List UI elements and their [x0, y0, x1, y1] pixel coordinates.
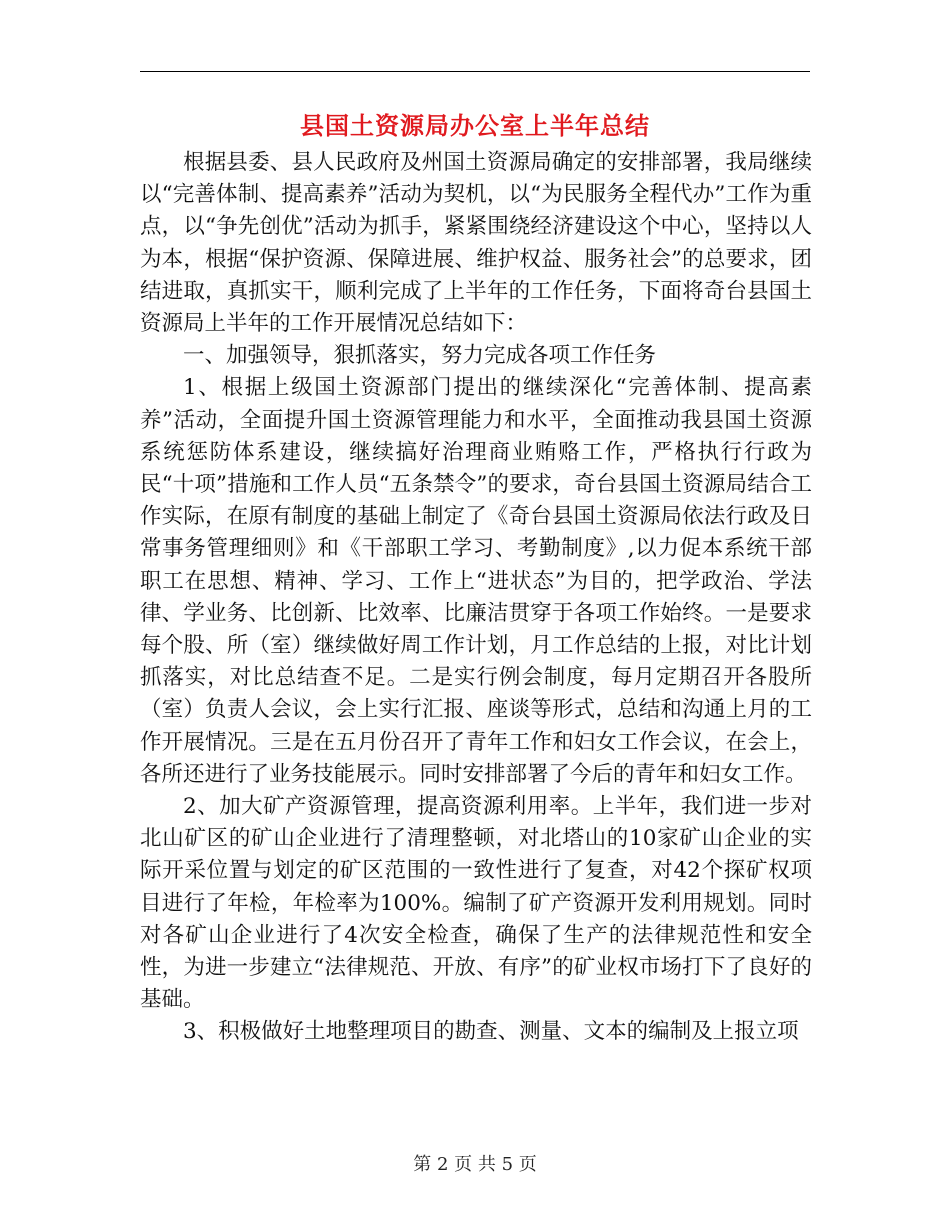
paragraph-intro: 根据县委、县人民政府及州国土资源局确定的安排部署，我局继续以“完善体制、提高素养”活动为契机，以“为民服务全程代办”工作为重点，以“争先创优”活动为抓手，紧紧围绕经济建设这个中心，坚持以人为本，根据“保护资源、保障进展、维护权益、服务社会”的总要求，团结进取，真抓实干，顺利完成了上半年的工作任务，下面将奇台县国土资源局上半年的工作开展情况总结如下：: [140, 150, 812, 337]
document-title: 县国土资源局办公室上半年总结: [300, 112, 650, 140]
paragraph-item-3: 3、积极做好土地整理项目的勘查、测量、文本的编制及上报立项: [183, 1019, 799, 1045]
header-rule: [140, 71, 810, 72]
document-body: [140, 147, 812, 1049]
paragraph-item-2: 2、加大矿产资源管理，提高资源利用率。上半年，我们进一步对北山矿区的矿山企业进行了清理整顿，对北塔山的10家矿山企业的实际开采位置与划定的矿区范围的一致性进行了复查，对42个探矿权项目进行了年检，年检率为100%。编制了矿产资源开发利用规划。同时对各矿山企业进行了4次安全检查，确保了生产的法律规范性和安全性，为进一步建立“法律规范、开放、有序”的矿业权市场打下了良好的基础。: [140, 794, 812, 1013]
section-heading-1: 一、加强领导，狠抓落实，努力完成各项工作任务: [183, 343, 657, 369]
page-number-footer: 第 2 页 共 5 页: [413, 1154, 537, 1175]
paragraph-item-1: 1、根据上级国土资源部门提出的继续深化“完善体制、提高素养”活动，全面提升国土资源管理能力和水平，全面推动我县国土资源系统惩防体系建设，继续搞好治理商业贿赂工作，严格执行行政为民“十项”措施和工作人员“五条禁令”的要求，奇台县国土资源局结合工作实际，在原有制度的基础上制定了《奇台县国土资源局依法行政及日常事务管理细则》和《干部职工学习、考勤制度》,以力促本系统干部职工在思想、精神、学习、工作上“进状态”为目的，把学政治、学法律、学业务、比创新、比效率、比廉洁贯穿于各项工作始终。一是要求每个股、所（室）继续做好周工作计划，月工作总结的上报，对比计划抓落实，对比总结查不足。二是实行例会制度，每月定期召开各股所（室）负责人会议，会上实行汇报、座谈等形式，总结和沟通上月的工作开展情况。三是在五月份召开了青年工作和妇女工作会议，在会上，各所还进行了业务技能展示。同时安排部署了今后的青年和妇女工作。: [140, 375, 812, 787]
